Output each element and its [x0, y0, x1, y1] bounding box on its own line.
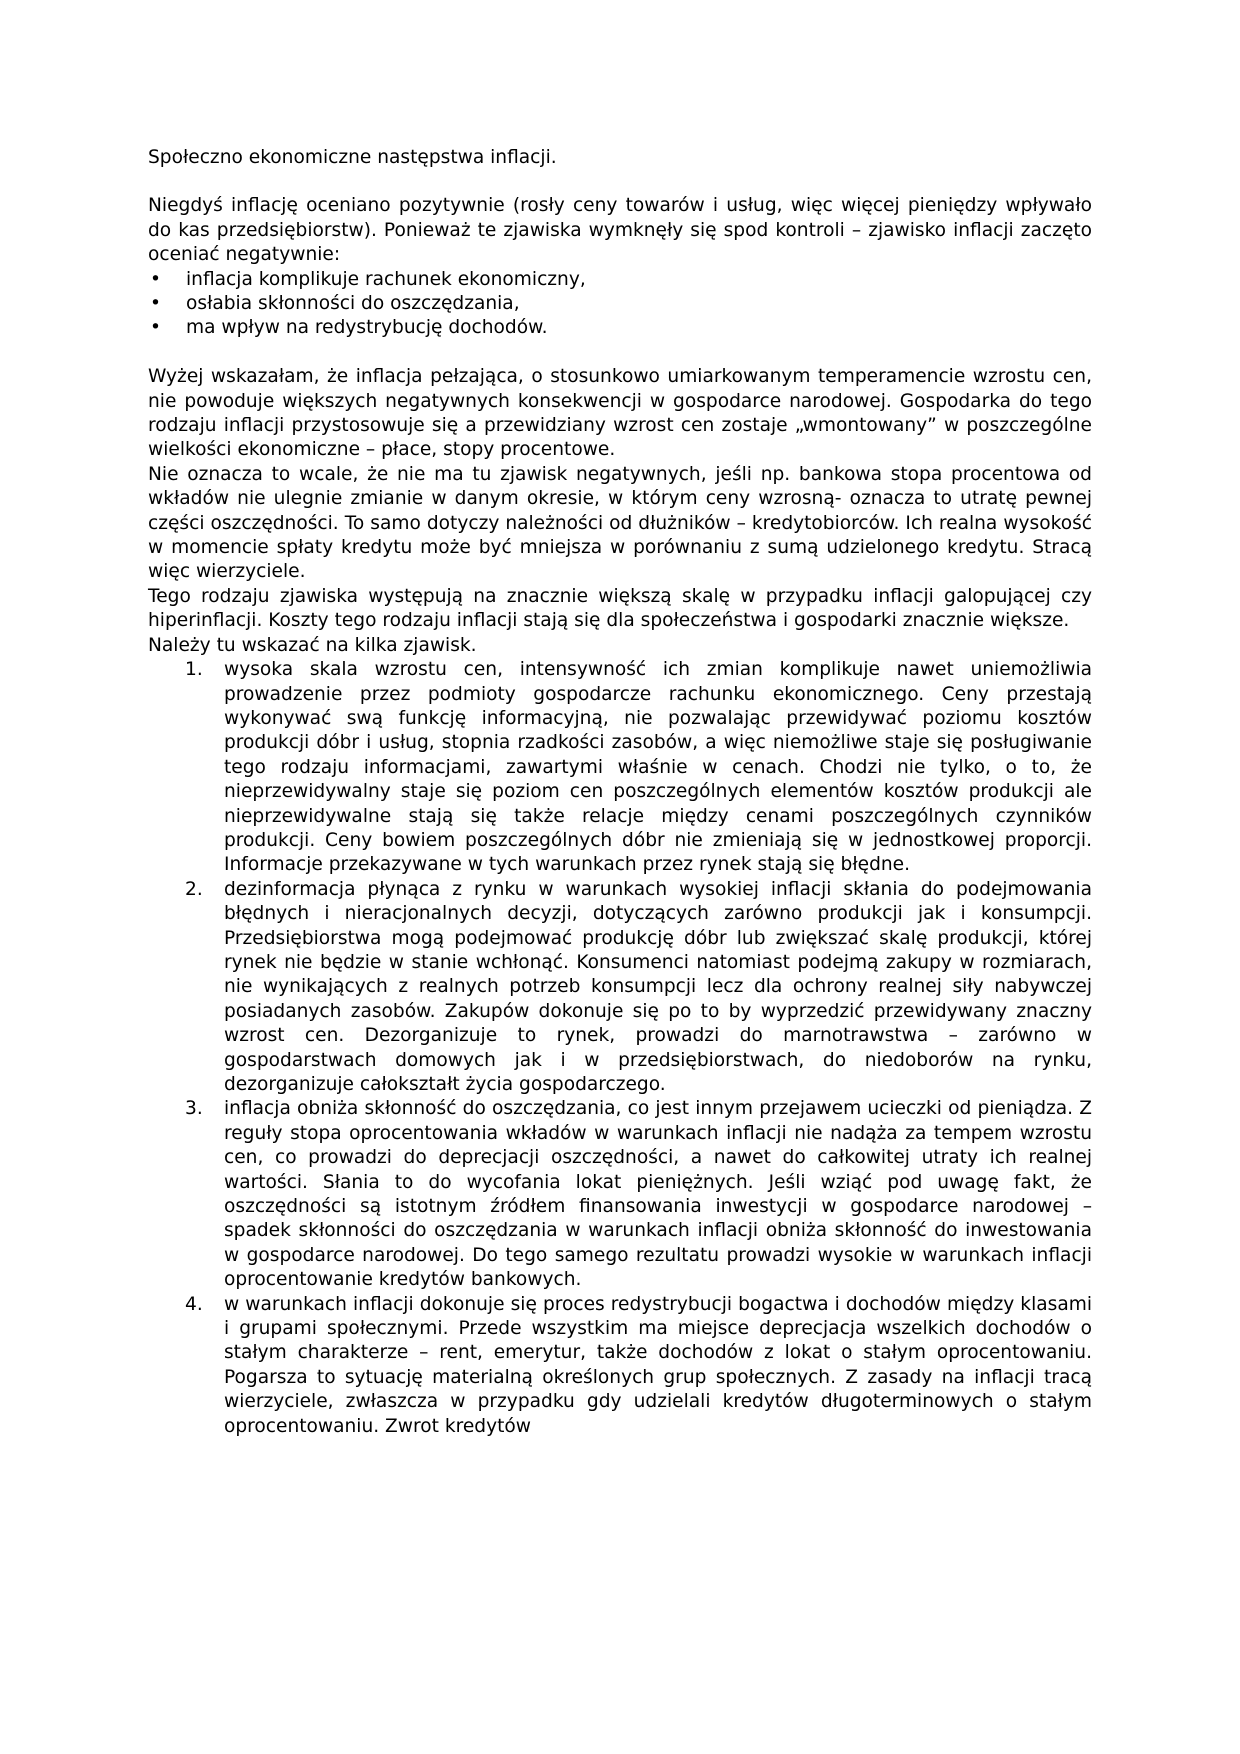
intro-paragraph: Niegdyś inflację oceniano pozytywnie (rosły ceny towarów i usług, więc więcej pieniędzy wpływało do kas przedsiębiorstw). Ponieważ te zjawiska wymknęły się spod kontroli – zjawisko inflacji zaczęto oceniać negatywnie:: [148, 195, 1092, 266]
bullet-icon: •: [150, 268, 161, 290]
item-number: 4.: [185, 1293, 203, 1315]
bullet-icon: •: [150, 317, 161, 339]
item-number: 1.: [185, 659, 203, 681]
document-page: [148, 146, 1092, 1439]
bullet-text: inflacja komplikuje rachunek ekonomiczny,: [186, 268, 586, 290]
bullet-icon: •: [150, 293, 161, 315]
item-number: 2.: [185, 878, 203, 900]
body-paragraph: Tego rodzaju zjawiska występują na znacznie większą skalę w przypadku inflacji galopującej czy hiperinflacji. Koszty tego rodzaju inflacji stają się dla społeczeństwa i gospodarki znacznie większe.: [148, 585, 1092, 632]
numbered-list: [148, 658, 1092, 1439]
paragraph-spacer: [148, 341, 1092, 365]
body-paragraph: Nie oznacza to wcale, że nie ma tu zjawisk negatywnych, jeśli np. bankowa stopa procentowa od wkładów nie ulegnie zmianie w danym okresie, w którym ceny wzrosną- oznacza to utratę pewnej części oszczędności. To samo dotyczy należności od dłużników – kredytobiorców. Ich realna wysokość w momencie spłaty kredytu może być mniejsza w porównaniu z sumą udzielonego kredytu. Stracą więc wierzyciele.: [148, 463, 1092, 583]
body-paragraph: Należy tu wskazać na kilka zjawisk.: [148, 634, 477, 656]
item-text: w warunkach inflacji dokonuje się proces redystrybucji bogactwa i dochodów między klasami i grupami społecznymi. Przede wszystkim ma miejsce deprecjacja wszelkich dochodów o stałym charakterze – rent, emerytur, także dochodów z lokat o stałym oprocentowaniu. Pogarsza to sytuację materialną określonych grup społecznych. Z zasady na inflacji tracą wierzyciele, zwłaszcza w przypadku gdy udzielali kredytów długoterminowych o stałym oprocentowaniu. Zwrot kredytów: [224, 1293, 1092, 1437]
bullet-text: ma wpływ na redystrybucję dochodów.: [186, 317, 548, 339]
bullet-text: osłabia skłonności do oszczędzania,: [186, 293, 520, 315]
body-paragraph: Wyżej wskazałam, że inflacja pełzająca, o stosunkowo umiarkowanym temperamencie wzrostu cen, nie powoduje większych negatywnych konsekwencji w gospodarce narodowej. Gospodarka do tego rodzaju inflacji przystosowuje się a przewidziany wzrost cen zostaje „wmontowany” w poszczególne wielkości ekonomiczne – płace, stopy procentowe.: [148, 366, 1092, 461]
numbered-item: [148, 1293, 1092, 1439]
item-text: dezinformacja płynąca z rynku w warunkach wysokiej inflacji skłania do podejmowania błędnych i nieracjonalnych decyzji, dotyczących zarówno produkcji jak i konsumpcji. Przedsiębiorstwa mogą podejmować produkcję dóbr lub zwiększać skalę produkcji, której rynek nie będzie w stanie wchłonąć. Konsumenci natomiast podejmą zakupy w rozmiarach, nie wynikających z realnych potrzeb konsumpcji lecz dla ochrony realnej siły nabywczej posiadanych zasobów. Zakupów dokonuje się po to by wyprzedzić przewidywany znaczny wzrost cen. Dezorganizuje to rynek, prowadzi do marnotrawstwa – zarówno w gospodarstwach domowych jak i w przedsiębiorstwach, do niedoborów na rynku, dezorganizuje całokształt życia gospodarczego.: [224, 878, 1092, 1096]
item-text: wysoka skala wzrostu cen, intensywność ich zmian komplikuje nawet uniemożliwia prowadzenie przez podmioty gospodarcze rachunku ekonomicznego. Ceny przestają wykonywać swą funkcję informacyjną, nie pozwalając przewidywać poziomu kosztów produkcji dóbr i usług, stopnia rzadkości zasobów, a więc niemożliwe staje się posługiwanie tego rodzaju informacjami, zawartymi właśnie w cenach. Chodzi nie tylko, o to, że nieprzewidywalny staje się poziom cen poszczególnych elementów kosztów produkcji ale nieprzewidywalne stają się także relacje między cenami poszczególnych czynników produkcji. Ceny bowiem poszczególnych dóbr nie zmieniają się w jednostkowej proporcji. Informacje przekazywane w tych warunkach przez rynek stają się błędne.: [224, 659, 1092, 876]
bullet-item: [148, 292, 1092, 316]
document-title: Społeczno ekonomiczne następstwa inflacji.: [148, 147, 557, 168]
bullet-item: [148, 316, 1092, 340]
bullet-item: [148, 268, 1092, 292]
numbered-item: [148, 658, 1092, 878]
bullet-list: [148, 268, 1092, 341]
numbered-item: [148, 1097, 1092, 1292]
item-text: inflacja obniża skłonność do oszczędzania, co jest innym przejawem ucieczki od pieniądza. Z reguły stopa oprocentowania wkładów w warunkach inflacji nie nadąża za tempem wzrostu cen, co prowadzi do deprecjacji oszczędności, a nawet do całkowitej utraty ich realnej wartości. Słania to do wycofania lokat pieniężnych. Jeśli wziąć pod uwagę fakt, że oszczędności są istotnym źródłem finansowania inwestycji w gospodarce narodowej – spadek skłonności do oszczędzania w warunkach inflacji obniża skłonność do inwestowania w gospodarce narodowej. Do tego samego rezultatu prowadzi wysokie w warunkach inflacji oprocentowanie kredytów bankowych.: [224, 1098, 1092, 1291]
numbered-item: [148, 878, 1092, 1098]
item-number: 3.: [185, 1098, 203, 1120]
